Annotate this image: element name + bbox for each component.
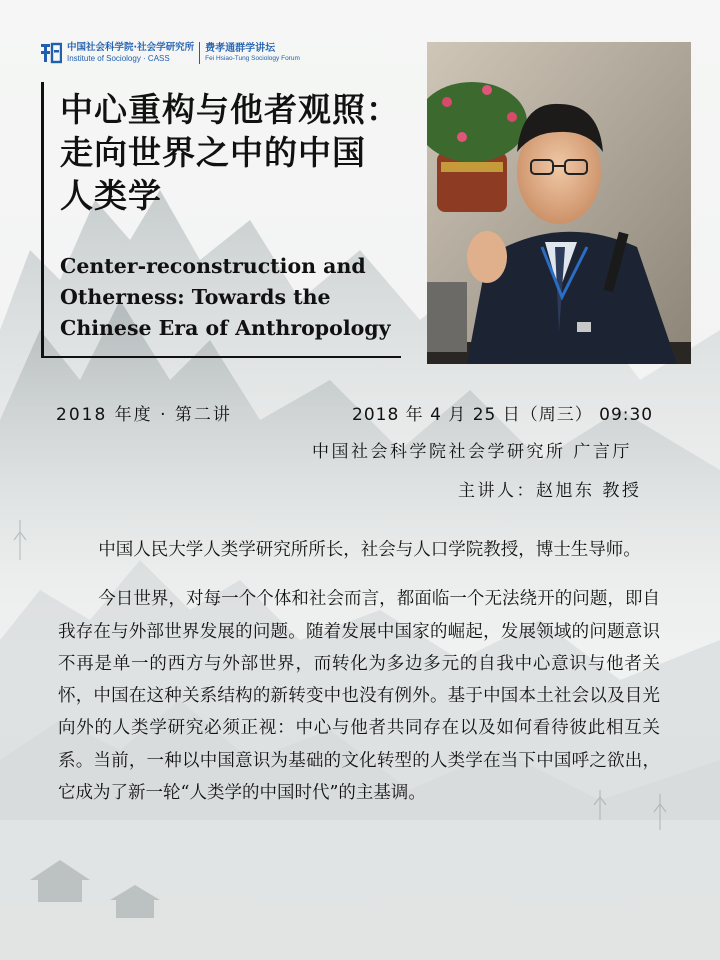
title-cn-line: 走向世界之中的中国 [60, 133, 366, 172]
title-cn-line: 人类学 [60, 176, 162, 215]
title-frame-horizontal-line [41, 356, 401, 358]
header-logos [40, 40, 300, 66]
title-frame-vertical-line [41, 82, 44, 358]
speaker-bio: 中国人民大学人类学研究所所长，社会与人口学院教授，博士生导师。 [98, 540, 641, 560]
institute-name-cn: 中国社会科学院·社会学研究所 [67, 42, 195, 54]
lecture-title-cn [60, 88, 440, 217]
forum-name [205, 44, 300, 63]
speaker-photo [427, 42, 691, 364]
title-en-line: Chinese Era of Anthropology [60, 316, 391, 340]
speaker-photo-image [427, 42, 691, 364]
cass-logo-icon [40, 42, 62, 64]
lecture-description [58, 534, 660, 809]
institute-name [67, 43, 194, 63]
lecture-title-en [60, 251, 420, 344]
event-venue: 中国社会科学院社会学研究所 广言厅 [312, 442, 632, 462]
event-info-row [56, 400, 690, 426]
logo-divider [199, 42, 200, 64]
forum-name-cn: 费孝通群学讲坛 [205, 42, 276, 54]
title-cn-line: 中心重构与他者观照： [60, 90, 400, 129]
event-datetime: 2018 年 4 月 25 日（周三） 09:30 [352, 405, 654, 425]
title-en-line: Otherness: Towards the [60, 285, 331, 309]
event-speaker: 主讲人：赵旭东 教授 [458, 481, 642, 501]
forum-name-en: Fei Hsiao-Tung Sociology Forum [205, 54, 300, 62]
title-en-line: Center-reconstruction and [60, 254, 366, 278]
lecture-abstract: 今日世界，对每一个个体和社会而言，都面临一个无法绕开的问题，即自我存在与外部世界发展的问题。随着发展中国家的崛起，发展领域的问题意识不再是单一的西方与外部世界，而转化为多边多元的自我中心意识与他者关怀，中国在这种关系结构的新转变中也没有例外。基于中国本土社会以及目光向外的人类学研究必须正视：中心与他者共同存在以及如何看待彼此相互关系。当前，一种以中国意识为基础的文化转型的人类学在当下中国呼之欲出，它成为了新一轮“人类学的中国时代”的主基调。 [58, 589, 660, 804]
lecture-series: 2018 年度 · 第二讲 [56, 405, 232, 425]
institute-name-en: Institute of Sociology · CASS [67, 53, 170, 63]
